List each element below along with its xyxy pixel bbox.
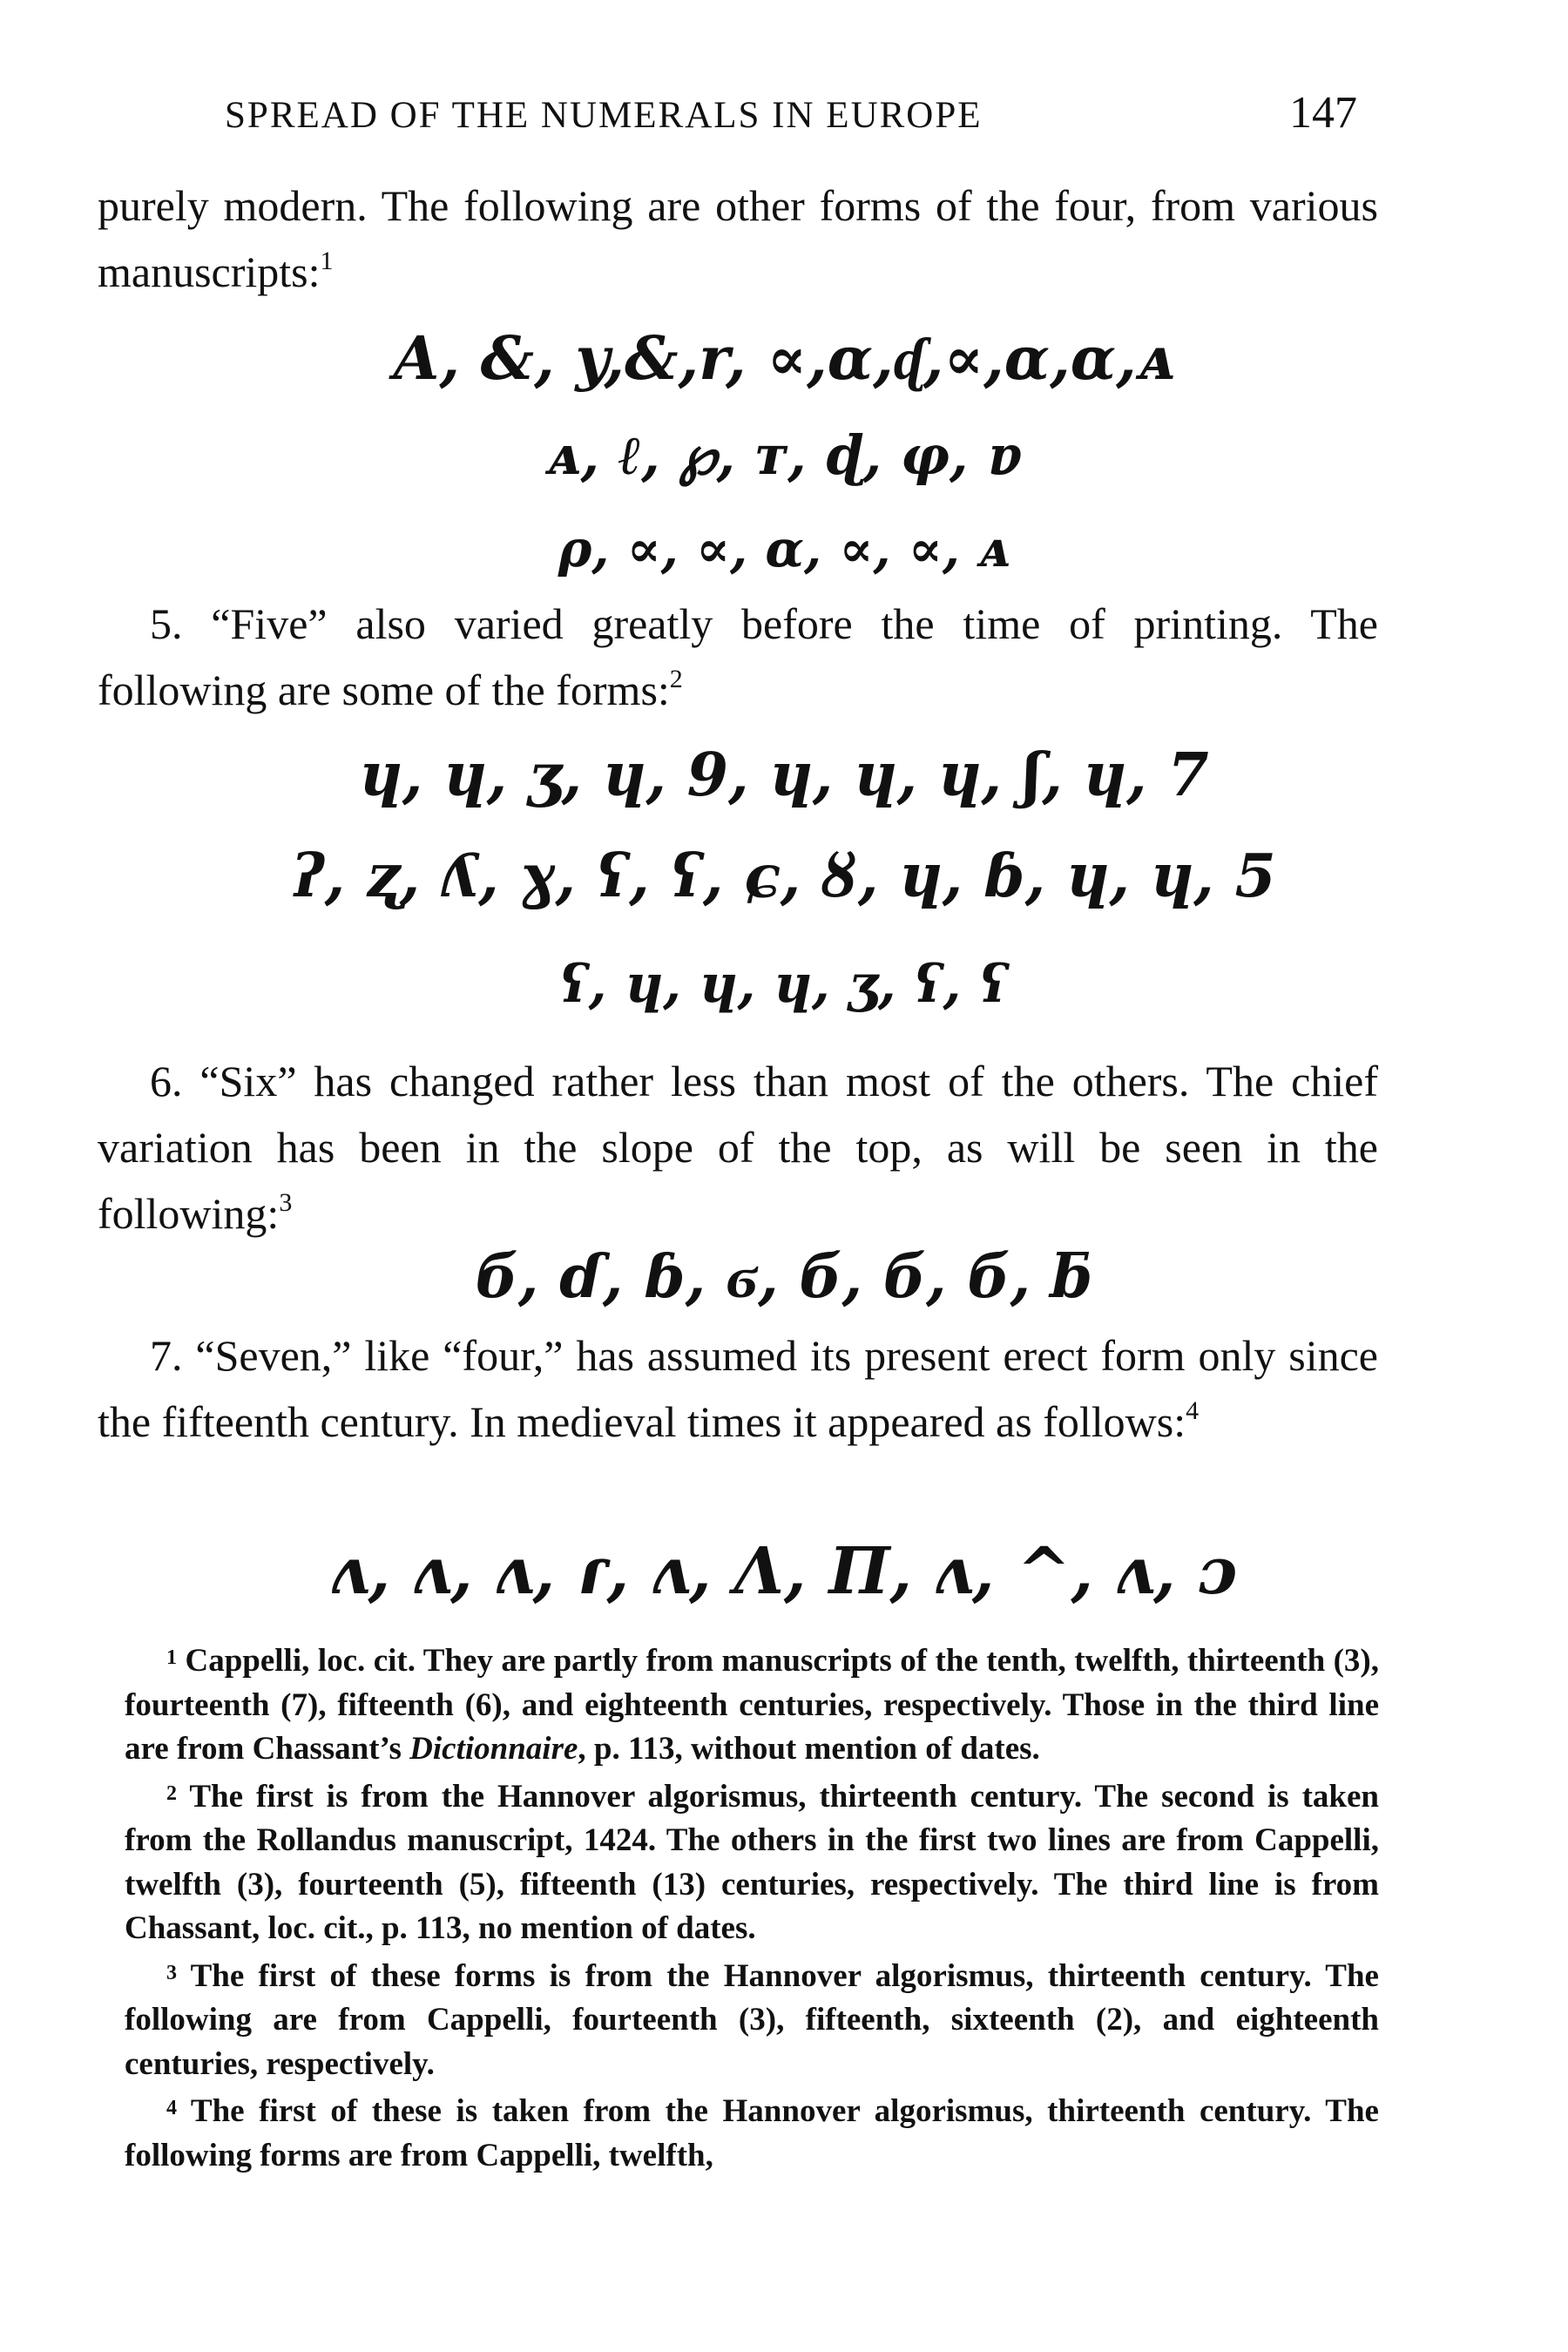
five-forms-line-1: ɥ, ɥ, ʒ, ɥ, 9, ɥ, ɥ, ɥ, ʃ, ɥ, 7 xyxy=(359,740,1209,810)
paragraph-text: 5. “Five” also varied greatly before the time of printing. The following are some of the forms: xyxy=(98,599,1378,714)
footnote-number: 2 xyxy=(166,1781,177,1805)
footnote-text-end: , p. 113, without mention of dates. xyxy=(578,1731,1040,1767)
paragraph-four xyxy=(98,172,1378,305)
footnote-italic: Dictionnaire xyxy=(409,1731,578,1767)
page-header xyxy=(225,87,1357,148)
footnote-text: The first of these is taken from the Hannover algorismus, thirteenth century. The following forms are from Cappelli, twelfth, xyxy=(125,2093,1379,2173)
four-forms-line-2: ᴀ, ℓ, ℘, ᴛ, ɖ, φ, ɐ xyxy=(545,423,1023,487)
five-forms-line-3: ʕ, ɥ, ɥ, ɥ, ʒ, ʕ, ʕ xyxy=(559,954,1009,1015)
paragraph-text: 7. “Seven,” like “four,” has assumed its present erect form only since the fifteenth century. In medieval times it appeared as follows: xyxy=(98,1331,1378,1446)
footnote-ref: 1 xyxy=(320,247,334,275)
footnote-text: Cappelli, loc. cit. They are partly from manuscripts of the tenth, twelfth, thirteenth (3), fourteenth (7), fifteenth (6), and eighteenth centuries, respectively. Those in the third line are from Chassant’s xyxy=(125,1643,1380,1767)
footnote-ref: 2 xyxy=(669,665,683,693)
footnote-ref: 4 xyxy=(1186,1396,1200,1425)
footnote-ref: 3 xyxy=(279,1188,293,1217)
paragraph-six xyxy=(98,1048,1378,1247)
footnote-2 xyxy=(125,1772,1379,1951)
four-forms-line-3: ρ, ∝, ∝, ɑ, ∝, ∝, ᴀ xyxy=(558,519,1010,578)
footnote-4 xyxy=(125,2086,1379,2178)
footnote-number: 1 xyxy=(166,1646,177,1669)
paragraph-seven xyxy=(98,1322,1378,1455)
footnote-1 xyxy=(125,1636,1379,1772)
running-title: SPREAD OF THE NUMERALS IN EUROPE xyxy=(225,95,983,136)
footnote-number: 3 xyxy=(166,1961,177,1984)
paragraph-text: 6. “Six” has changed rather less than most of the others. The chief variation has been in the slope of the top, as will be seen in the following: xyxy=(98,1057,1378,1238)
footnotes xyxy=(125,1636,1379,2178)
four-forms-line-1: A, &, y,&,r, ∝,ɑ,ᶑ,∝,ɑ,ɑ,ᴀ xyxy=(393,324,1175,394)
six-forms: б, ɗ, ɓ, ϭ, б, б, б, ƃ xyxy=(475,1242,1093,1312)
page-number: 147 xyxy=(1289,88,1357,138)
seven-forms: ʌ, ʌ, ʌ, ɾ, ʌ, Λ, Π, ʌ, ^, ʌ, ɔ xyxy=(330,1534,1238,1609)
footnote-number: 4 xyxy=(166,2097,177,2119)
footnote-text: The first of these forms is from the Hannover algorismus, thirteenth century. The following are from Cappelli, fourteenth (3), fifteenth, sixteenth (2), and eighteenth centuries, respectively. xyxy=(125,1957,1379,2082)
five-forms-line-2: ʔ, ʐ, ʎ, ɣ, ʕ, ʕ, ɕ, ȣ, ɥ, ɓ, ɥ, ɥ, 5 xyxy=(292,841,1276,911)
paragraph-five xyxy=(98,591,1378,723)
paragraph-text: purely modern. The following are other forms of the four, from various manuscripts: xyxy=(98,181,1378,296)
footnote-text: The first is from the Hannover algorismus, thirteenth century. The second is taken from the Rollandus manuscript, 1424. The others in the first two lines are from Cappelli, twelfth (3), fourteenth (5), fifteenth (13) centuries, respectively. The third line is from Chassant, loc. cit., p. 113, no mention of dates. xyxy=(125,1778,1379,1946)
footnote-3 xyxy=(125,1951,1379,2087)
